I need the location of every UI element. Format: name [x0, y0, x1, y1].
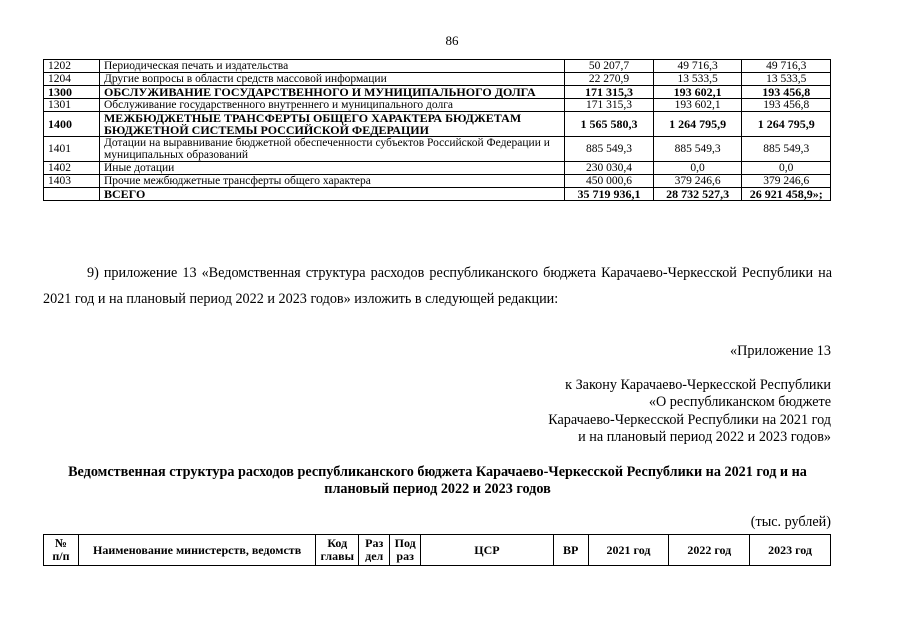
appendix-line: «О республиканском бюджете: [648, 394, 831, 411]
row-name: Обслуживание государственного внутреннего и муниципального долга: [99, 99, 564, 112]
row-code: 1402: [44, 162, 100, 175]
row-value-2021: 171 315,3: [565, 99, 654, 112]
header-row: [44, 535, 831, 566]
row-value-2022: 49 716,3: [653, 60, 742, 73]
row-name: МЕЖБЮДЖЕТНЫЕ ТРАНСФЕРТЫ ОБЩЕГО ХАРАКТЕРА БЮДЖЕТАМ БЮДЖЕТНОЙ СИСТЕМЫ РОССИЙСКОЙ ФЕДЕРАЦИИ: [99, 112, 564, 137]
row-value-2022: 193 602,1: [653, 86, 742, 99]
section-title: Ведомственная структура расходов республиканского бюджета Карачаево-Черкесской Республики на 2021 год и на плановый период 2022 и 2023 годов: [68, 464, 807, 497]
row-name: ВСЕГО: [99, 188, 564, 201]
table-row: [44, 99, 831, 112]
table-row: [44, 175, 831, 188]
row-name: Дотации на выравнивание бюджетной обеспеченности субъектов Российской Федерации и муниципальных образований: [99, 137, 564, 162]
row-value-2023: 26 921 458,9»;: [742, 188, 831, 201]
row-value-2022: 885 549,3: [653, 137, 742, 162]
row-value-2021: 1 565 580,3: [565, 112, 654, 137]
row-value-2022: 0,0: [653, 162, 742, 175]
table-row: [44, 188, 831, 201]
row-value-2022: 13 533,5: [653, 73, 742, 86]
table-row: [44, 137, 831, 162]
row-code: 1403: [44, 175, 100, 188]
appendix-title: «Приложение 13: [730, 343, 831, 359]
row-code: 1204: [44, 73, 100, 86]
budget-table-body: [44, 60, 831, 201]
expenditure-header-table: [43, 534, 831, 566]
row-code: 1300: [44, 86, 100, 99]
row-name: Иные дотации: [99, 162, 564, 175]
row-name: Периодическая печать и издательства: [99, 60, 564, 73]
row-code: 1401: [44, 137, 100, 162]
row-value-2023: 379 246,6: [742, 175, 831, 188]
col-csr: ЦСР: [421, 535, 554, 566]
table-row: [44, 73, 831, 86]
page-number: 86: [445, 33, 459, 48]
row-value-2022: 1 264 795,9: [653, 112, 742, 137]
table-row: [44, 112, 831, 137]
row-value-2021: 450 000,6: [565, 175, 654, 188]
col-podrazdel: Под раз: [390, 535, 421, 566]
row-value-2021: 35 719 936,1: [565, 188, 654, 201]
col-2022: 2022 год: [669, 535, 750, 566]
row-value-2022: 379 246,6: [653, 175, 742, 188]
units-label: (тыс. рублей): [750, 514, 831, 530]
row-code: 1400: [44, 112, 100, 137]
col-2023: 2023 год: [750, 535, 831, 566]
budget-table: [43, 59, 831, 201]
table-row: [44, 162, 831, 175]
appendix-line: и на плановый период 2022 и 2023 годов»: [578, 429, 831, 446]
col-2021: 2021 год: [588, 535, 669, 566]
row-name: ОБСЛУЖИВАНИЕ ГОСУДАРСТВЕННОГО И МУНИЦИПАЛЬНОГО ДОЛГА: [99, 86, 564, 99]
row-value-2023: 193 456,8: [742, 99, 831, 112]
row-value-2023: 1 264 795,9: [742, 112, 831, 137]
amendment-paragraph: 9) приложение 13 «Ведомственная структура расходов республиканского бюджета Карачаево-Черкесской Республики на 2021 год и на плановый период 2022 и 2023 годов» изложить в следующей редакции:: [43, 265, 832, 307]
col-kod: Код главы: [316, 535, 359, 566]
row-value-2023: 885 549,3: [742, 137, 831, 162]
row-value-2021: 171 315,3: [565, 86, 654, 99]
row-value-2023: 49 716,3: [742, 60, 831, 73]
row-code: 1202: [44, 60, 100, 73]
col-razdel: Раз дел: [359, 535, 390, 566]
row-value-2021: 230 030,4: [565, 162, 654, 175]
row-code: 1301: [44, 99, 100, 112]
row-name: Прочие межбюджетные трансферты общего характера: [99, 175, 564, 188]
col-name: Наименование министерств, ведомств: [78, 535, 315, 566]
row-code: [44, 188, 100, 201]
row-value-2022: 193 602,1: [653, 99, 742, 112]
row-value-2021: 22 270,9: [565, 73, 654, 86]
row-value-2023: 193 456,8: [742, 86, 831, 99]
col-number: № п/п: [44, 535, 79, 566]
table-row: [44, 86, 831, 99]
row-value-2021: 885 549,3: [565, 137, 654, 162]
row-value-2023: 0,0: [742, 162, 831, 175]
row-value-2023: 13 533,5: [742, 73, 831, 86]
row-name: Другие вопросы в области средств массовой информации: [99, 73, 564, 86]
row-value-2021: 50 207,7: [565, 60, 654, 73]
appendix-line: к Закону Карачаево-Черкесской Республики: [565, 377, 831, 393]
col-vr: ВР: [553, 535, 588, 566]
appendix-reference: [548, 377, 831, 447]
table-row: [44, 60, 831, 73]
appendix-line: Карачаево-Черкесской Республики на 2021 год: [548, 411, 831, 428]
row-value-2022: 28 732 527,3: [653, 188, 742, 201]
